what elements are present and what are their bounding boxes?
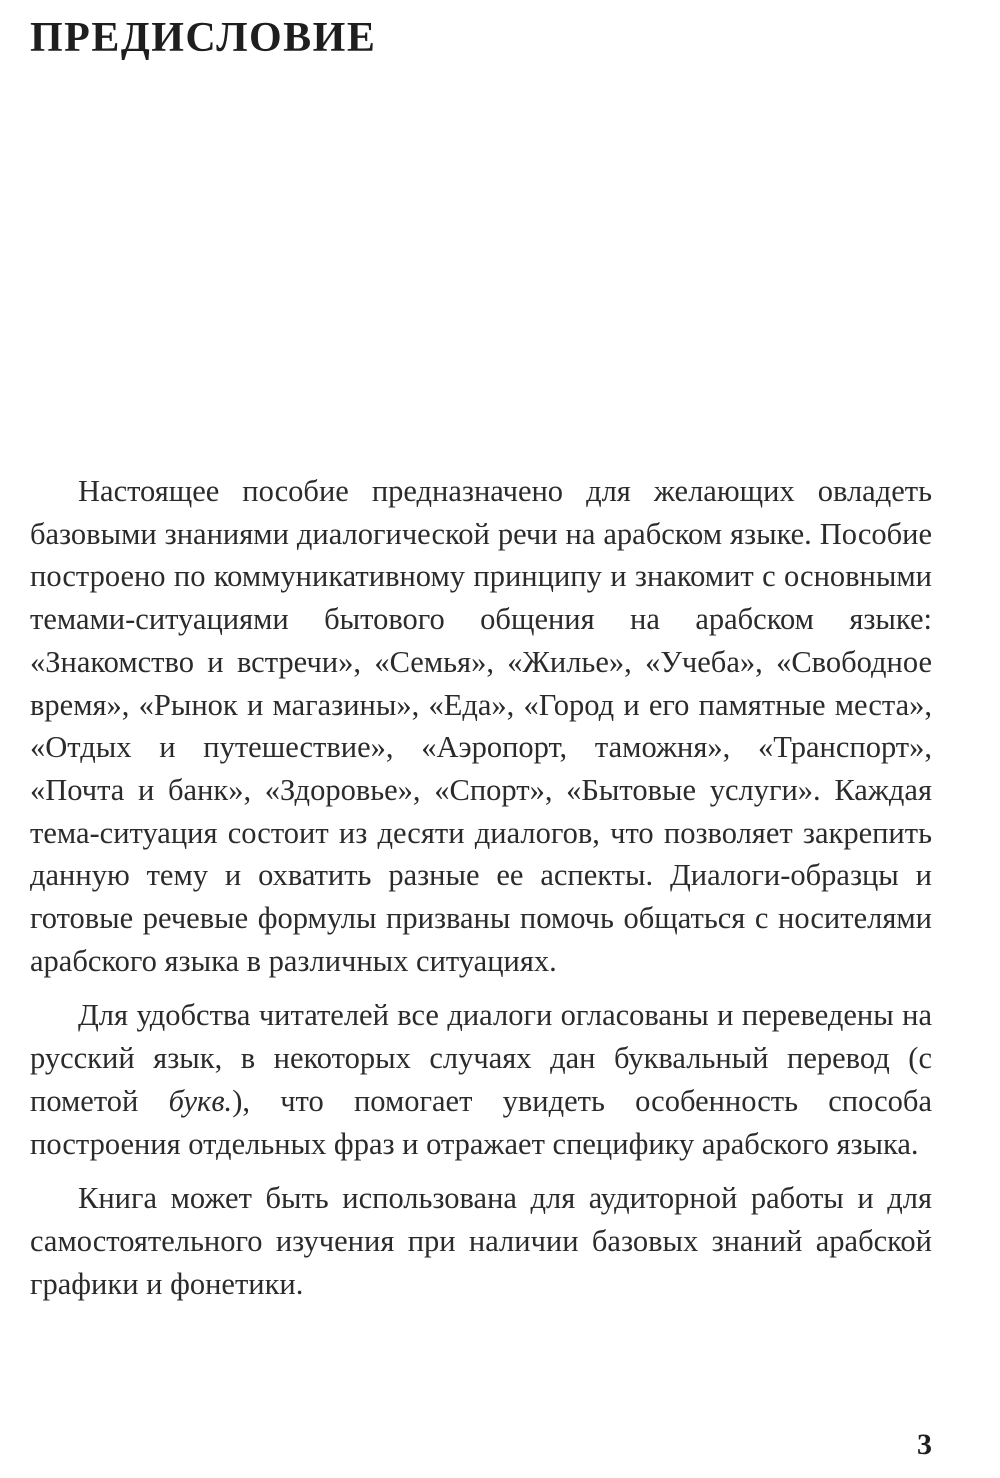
page-title: ПРЕДИСЛОВИЕ xyxy=(30,15,377,61)
paragraph-1: Настоящее пособие предназначено для желающих овладеть базовыми знаниями диалогической речи на арабском языке. Пособие построено по коммуникативному принципу и знакомит с основными темами-ситуациями бытового общения на арабском языке: «Знакомство и встречи», «Семья», «Жилье», «Учеба», «Свободное время», «Рынок и магазины», «Еда», «Город и его памятные места», «Отдых и путешествие», «Аэропорт, таможня», «Транспорт», «Почта и банк», «Здоровье», «Спорт», «Бытовые услуги». Каждая тема-ситуация состоит из десяти диалогов, что позволяет закрепить данную тему и охватить разные ее аспекты. Диалоги-образцы и готовые речевые формулы призваны помочь общаться с носителями арабского языка в различных ситуациях. xyxy=(30,474,932,978)
paragraph-2-italic-abbrev: букв. xyxy=(168,1083,233,1118)
page-number: 3 xyxy=(917,1428,932,1461)
paragraph-2 xyxy=(30,994,932,1165)
preface-body xyxy=(30,470,932,1317)
paragraph-3: Книга может быть использована для аудиторной работы и для самостоятельного изучения при наличии базовых знаний арабской графики и фонетики. xyxy=(30,1181,932,1301)
paragraph-2-text-after: ), что помогает увидеть особенность способа построения отдельных фраз и отражает специфику арабского языка. xyxy=(30,1083,932,1161)
paragraph-2-text-before: Для удобства читателей все диалоги огласованы и переведены на русский язык, в некоторых случаях дан буквальный перевод (с пометой xyxy=(30,998,932,1118)
